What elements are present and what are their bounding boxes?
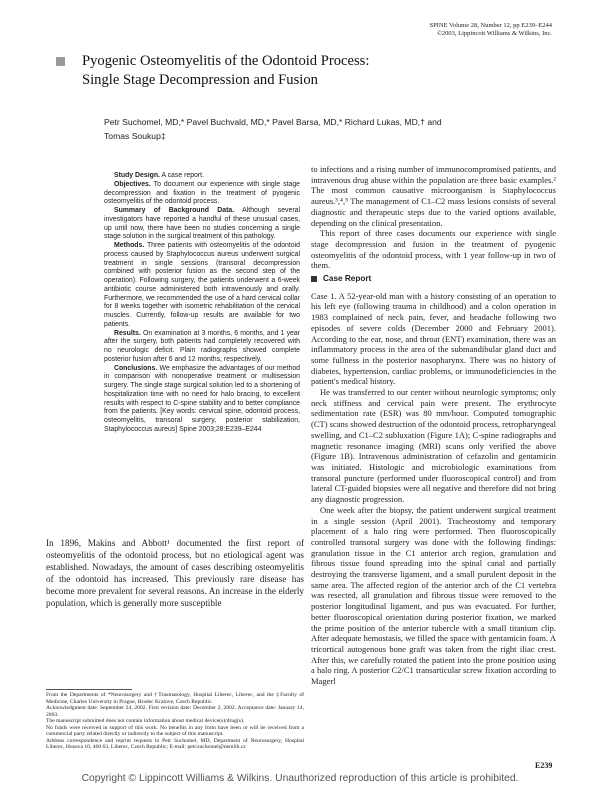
body-paragraph: One week after the biopsy, the patient underwent surgical treatment in a single session (April 2001). Tracheostomy and temporary placement of a halo ring were performed. Then fluoroscopically controlled transoral surgery was done with the following findings: granulation tissue in the C1 anterior arch region, granulation and fibrous tissue found spreading into the spinal canal and partially destroying the transverse ligament, and a small purulent deposit in the same area. The affected region of the anterior arch of the C1 vertebra was resected, all granulation and fibrous tissue were removed to the posterior longitudinal ligament, and pus was evacuated. For further, better fluoroscopical orientation during posterior fixation, we marked the prime position of the anterior tubercle with a small titanium clip. After adequate hemostasis, we filled the space with gentamicin foam. A tricortical autogenous bone graft was taken from the right iliac crest. After this, we carefully rotated the patient into the prone position using a halo ring. A posterior C2/C1 transarticular screw fixation according to Magerl <box>311 504 556 687</box>
introduction <box>46 538 304 668</box>
section-heading-label: Case Report <box>323 274 372 284</box>
authors-line-1: Petr Suchomel, MD,* Pavel Buchvald, MD,* Pavel Barsa, MD,* Richard Lukas, MD,† and <box>104 117 442 127</box>
journal-copyright: ©2003, Lippincott Williams & Wilkins, Inc. <box>436 30 552 37</box>
page-number: E239 <box>535 761 553 770</box>
article-title <box>82 52 552 90</box>
abstract-text: Three patients with osteomyelitis of the odontoid process caused by Staphylococcus aureus underwent surgical treatment in single sessions (transoral decompression combined with posterior fusion as the second step of the operation). Following surgery, the patients underwent a 6-week antibiotic course administered both intravenously and orally. Furthermore, we recommended the use of a hard cervical collar for 8 weeks together with isometric rehabilitation of the cervical muscles. Currently, follow-up results are available for two patients. <box>104 242 300 328</box>
footnote-affiliations: From the Departments of *Neurosurgery and †Traumatology, Hospital Liberec, Liberec, and the ‡Faculty of Medicine, Charles University in Prague, Hradec Kralove, Czech Republic. <box>46 692 304 705</box>
abstract-text: A case report. <box>159 172 205 179</box>
title-line-2: Single Stage Decompression and Fusion <box>82 72 318 88</box>
body-paragraph: This report of three cases documents our experience with single stage decompression and fusion in the treatment of pyogenic osteomyelitis of the odontoid process, with 1 year follow-up in two of them. <box>311 228 556 271</box>
author-list <box>104 115 554 143</box>
abstract-label: Results. <box>114 329 141 337</box>
abstract-text: We emphasize the advantages of our method in comparison with nonoperative treatment or multisession surgery. The single stage surgical solution led to a shortening of hospitalization time with no need for halo bracing, to excellent results with respect to C-spine stability and to better compliance from the patients. [Key words: cervical spine, odontoid process, osteomyelitis, transoral surgery, posterior stabilization, Staphylococcus aureus] Spine 2003;28:E239–E244 <box>104 364 300 433</box>
abstract-label: Objectives. <box>114 180 151 188</box>
copyright-notice: Copyright © Lippincott Williams & Wilkins. Unauthorized reproduction of this article is prohibited. <box>81 773 519 784</box>
abstract-methods <box>104 242 300 330</box>
abstract-background <box>104 207 300 242</box>
title-marker-square <box>56 57 65 66</box>
authors-line-2: Tomas Soukup‡ <box>104 131 166 141</box>
title-line-1: Pyogenic Osteomyelitis of the Odontoid Process: <box>82 53 370 69</box>
abstract-label: Methods. <box>114 242 145 249</box>
abstract-label: Summary of Background Data. <box>114 207 235 214</box>
footnote-funding: No funds were received in support of this work. No benefits in any form have been or will be received from a commercial party related directly or indirectly to the subject of this manuscript. <box>46 724 304 738</box>
abstract-results <box>104 330 300 365</box>
abstract <box>104 172 300 534</box>
section-square-icon <box>311 276 317 282</box>
footnote-correspondence: Address correspondence and reprint requests to Petr Suchomel, MD, Department of Neurosurgery, Hospital Liberec, Husova 10, 460 63, Liberec, Czech Republic; E-mail: petr.suchomel@nemlib.cz <box>46 737 304 751</box>
abstract-text: To document our experience with single stage decompression and fixation in the treatment of pyogenic osteomyelitis of the odontoid process. <box>104 180 300 206</box>
abstract-text: On examination at 3 months, 6 months, and 1 year after the surgery, both patients had completely recovered with no neurologic deficit. Plain radiographs showed complete posterior fusion after 6 and 12 months, respectively. <box>104 329 300 363</box>
journal-citation: SPINE Volume 28, Number 12, pp E239–E244 <box>429 22 552 29</box>
right-column <box>311 164 556 749</box>
section-heading-case-report <box>311 274 556 285</box>
footnote-device-statement: The manuscript submitted does not contain information about medical device(s)/drug(s). <box>46 718 245 725</box>
footnote-divider <box>46 689 132 690</box>
abstract-label: Study Design. <box>114 172 160 179</box>
abstract-label: Conclusions. <box>114 364 158 372</box>
body-paragraph: He was transferred to our center without neurologic symptoms; only neck stiffness and cervical pain were present. The erythrocyte sedimentation rate (ESR) was 80 mm/hour. Computed tomographic (CT) scans showed destruction of the odontoid process, retropharyngeal swelling, and C1–C2 subluxation (Figure 1A); C-spine radiographs and magnetic resonance imaging (MRI) scans only verified the above (Figure 1B). Intravenous administration of cefazolin and gentamicin was initiated. Histologic and microbiologic examinations from transoral puncture (performed under fluoroscopical control) and from lateral CT-guided biopsies were all negative and therefore did not bring any diagnostic progression. <box>311 387 556 505</box>
abstract-conclusions <box>104 365 300 435</box>
abstract-text: Although several investigators have reported a handful of these unusual cases, up until now, there have been no studies concerning a single stage solution in the surgical treatment of this pathology. <box>104 207 300 241</box>
footnote-dates: Acknowledgment date: September 24, 2002. First revision date: December 2, 2002. Acceptance date: January 14, 2003. <box>46 705 304 718</box>
body-paragraph: to infections and a rising number of immunocompromised patients, and intravenous drug abuse within the population are three basic examples.² The most common causative microorganism is Staphylococcus aureus.³,⁴,⁵ The management of C1–C2 mass lesions consists of several diagnostic and therapeutic steps due to the varied options available, depending on the clinical presentation. <box>311 164 556 228</box>
footnotes <box>46 692 304 752</box>
abstract-study-design <box>104 172 300 181</box>
journal-header <box>429 22 552 38</box>
case-1-paragraph: Case 1. A 52-year-old man with a history consisting of an operation to his left eye (following trauma in childhood) and a colon operation in 1983 complained of neck pain, fever, and headache following two episodes of severe colds (December 2000 and February 2001). According to the ear, nose, and throat (ENT) examination, there was an inflammatory process in the area of the submandibular gland duct and some fullness in the posterior nasopharynx. There was no history of diabetes, hypertension, cardiac problems, or immunodeficiencies in the patient's medical history. <box>311 290 556 387</box>
abstract-objectives <box>104 181 300 207</box>
intro-paragraph: In 1896, Makins and Abbott¹ documented the first report of osteomyelitis of the odontoid process, but no etiological agent was established. Nowadays, the amount of cases describing osteomyelitis of the odontoid has increased. This previously rare disease has become more prevalent for several reasons. An increase in the elderly population, which is generally more susceptible <box>46 538 304 608</box>
